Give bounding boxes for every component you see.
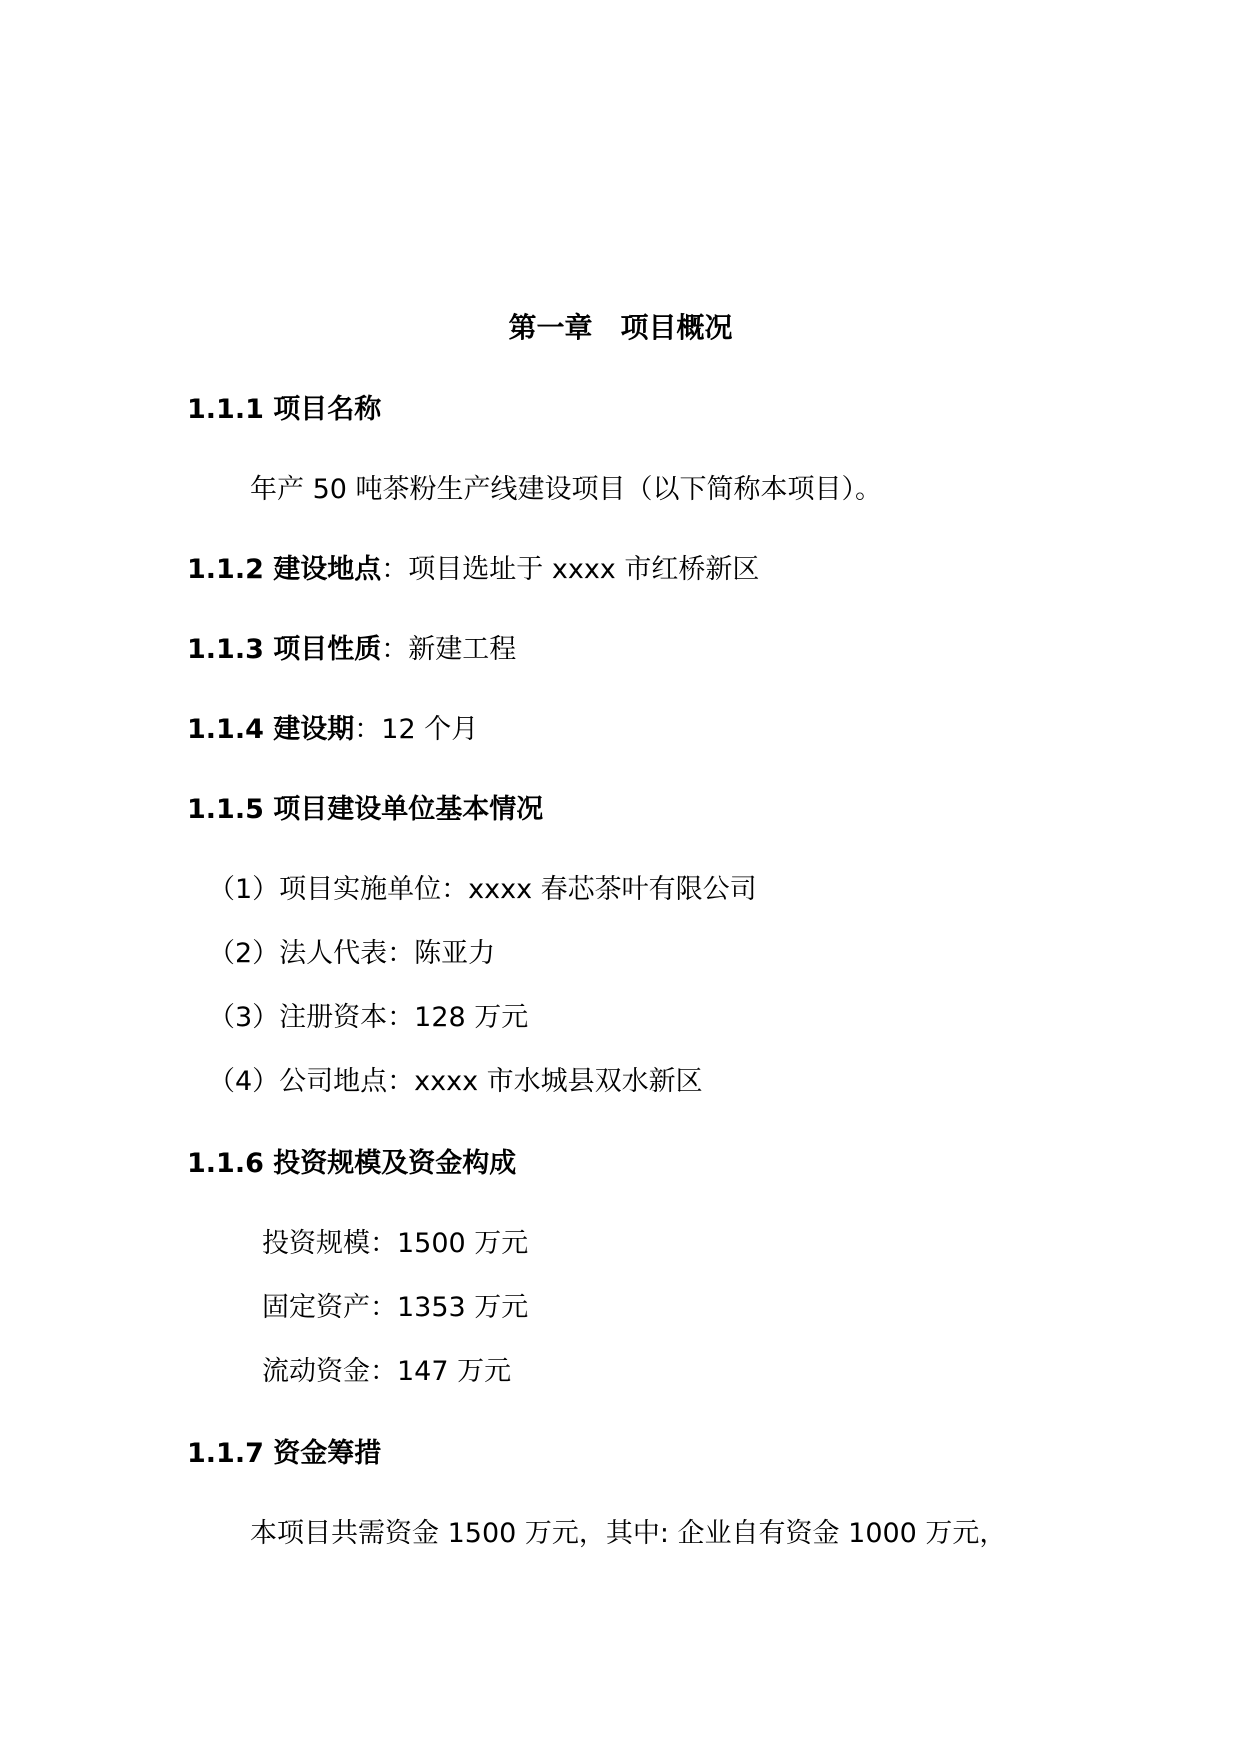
section-text-1-1-4: ：12 个月	[354, 714, 479, 745]
list-item: （3）注册资本：128 万元	[208, 1002, 529, 1033]
section-text-1-1-2: ：项目选址于 xxxx 市红桥新区	[381, 554, 760, 585]
section-text-1-1-7: 本项目共需资金 1500 万元，其中: 企业自有资金 1000 万元，	[250, 1518, 1007, 1549]
section-text-1-1-1: 年产 50 吨茶粉生产线建设项目（以下简称本项目）。	[250, 474, 883, 505]
section-heading-1-1-6: 1.1.6 投资规模及资金构成	[187, 1148, 517, 1179]
list-item: （1）项目实施单位：xxxx 春芯茶叶有限公司	[208, 874, 757, 905]
section-heading-1-1-3: 1.1.3 项目性质	[187, 634, 382, 665]
list-item: 固定资产：1353 万元	[262, 1292, 529, 1323]
section-heading-1-1-2: 1.1.2 建设地点	[187, 554, 382, 585]
section-heading-1-1-7: 1.1.7 资金筹措	[187, 1438, 382, 1469]
section-heading-1-1-5: 1.1.5 项目建设单位基本情况	[187, 794, 544, 825]
list-item: 投资规模：1500 万元	[262, 1228, 529, 1259]
section-line-1-1-2	[187, 552, 759, 588]
section-line-1-1-3	[187, 632, 516, 668]
section-heading-1-1-1: 1.1.1 项目名称	[187, 394, 382, 425]
list-item: （4）公司地点：xxxx 市水城县双水新区	[208, 1066, 703, 1097]
list-item: 流动资金：147 万元	[262, 1356, 512, 1387]
list-item: （2）法人代表：陈亚力	[208, 938, 496, 969]
chapter-title: 第一章 项目概况	[508, 311, 733, 344]
section-text-1-1-3: ：新建工程	[381, 634, 517, 665]
section-line-1-1-4	[187, 712, 478, 748]
section-heading-1-1-4: 1.1.4 建设期	[187, 714, 355, 745]
